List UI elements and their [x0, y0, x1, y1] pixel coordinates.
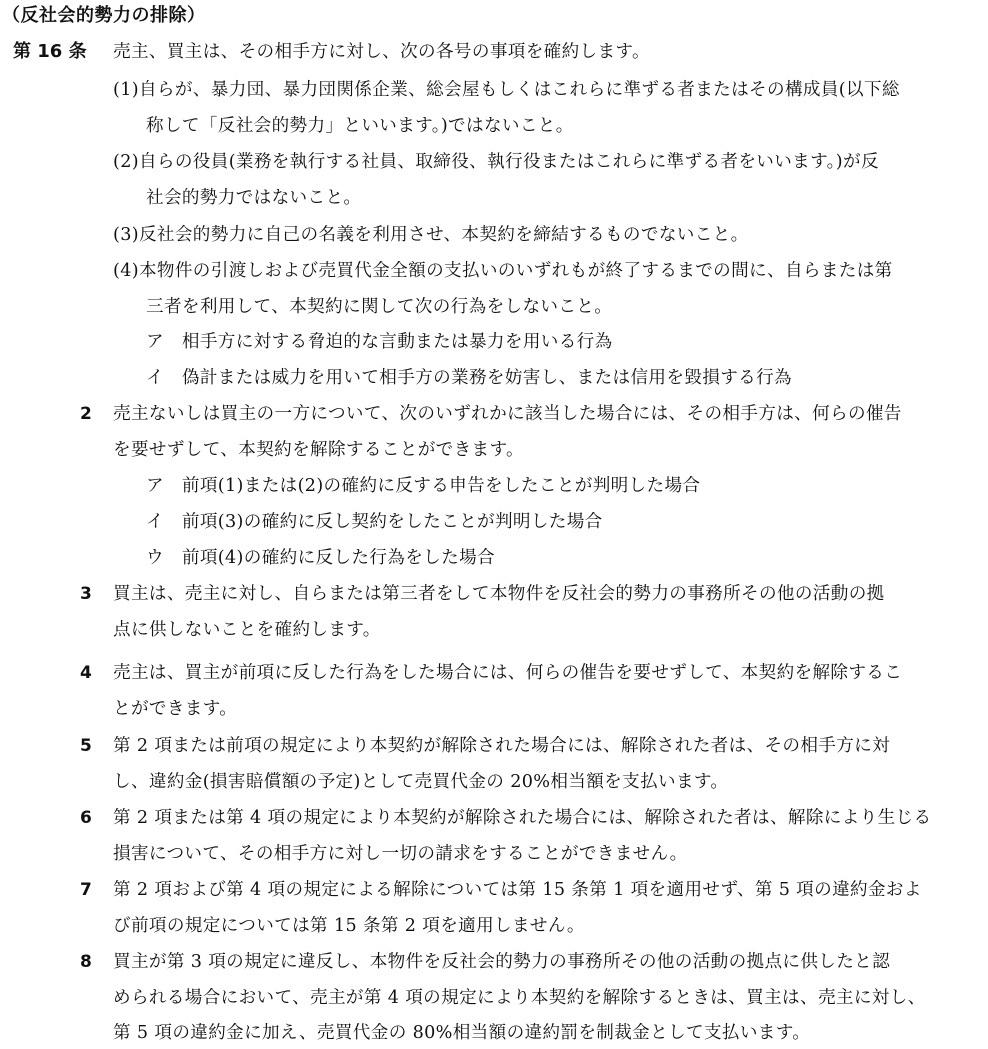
paragraph-7-line-2: び前項の規定については第 15 条第 2 項を適用しません。: [113, 916, 585, 936]
item-1-line-1: (1)自らが、暴力団、暴力団関係企業、総会屋もしくはこれらに準ずる者またはその構成員(以下総: [113, 80, 900, 100]
item-2-line-2: 社会的勢力ではないこと。: [146, 188, 362, 208]
item-4-line-2: 三者を利用して、本契約に関して次の行為をしないこと。: [146, 297, 613, 317]
item-3-line-1: (3)反社会的勢力に自己の名義を利用させ、本契約を締結するものでないこと。: [113, 225, 749, 245]
paragraph-3-line-1: 買主は、売主に対し、自らまたは第三者をして本物件を反社会的勢力の事務所その他の活動の拠: [113, 584, 885, 604]
paragraph-2-number: 2: [80, 404, 92, 424]
paragraph-2-line-1: 売主ないしは買主の一方について、次のいずれかに該当した場合には、その相手方は、何らの催告: [113, 404, 902, 424]
paragraph-2-sub-u: ウ 前項(4)の確約に反した行為をした場合: [146, 548, 495, 568]
item-4-sub-a: ア 相手方に対する脅迫的な言動または暴力を用いる行為: [146, 332, 613, 352]
paragraph-8-line-3: 第 5 項の違約金に加え、売買代金の 80%相当額の違約罰を制裁金として支払います。: [113, 1023, 811, 1043]
paragraph-4-number: 4: [80, 663, 92, 683]
paragraph-6-number: 6: [80, 808, 92, 828]
paragraph-6-line-2: 損害について、その相手方に対し一切の請求をすることができません。: [113, 844, 688, 864]
paragraph-6-line-1: 第 2 項または第 4 項の規定により本契約が解除された場合には、解除された者は、解除により生じる: [113, 808, 932, 828]
paragraph-5-line-1: 第 2 項または前項の規定により本契約が解除された場合には、解除された者は、その相手方に対: [113, 736, 891, 756]
paragraph-8-line-1: 買主が第 3 項の規定に違反し、本物件を反社会的勢力の事務所その他の活動の拠点に供したと認: [113, 952, 891, 972]
item-1-line-2: 称して「反社会的勢力」といいます。)ではないこと。: [146, 116, 574, 136]
paragraph-7-number: 7: [80, 880, 92, 900]
paragraph-5-number: 5: [80, 736, 92, 756]
paragraph-2-line-2: を要せずして、本契約を解除することができます。: [113, 440, 524, 460]
item-4-line-1: (4)本物件の引渡しおよび売買代金全額の支払いのいずれもが終了するまでの間に、自らまたは第: [113, 261, 893, 281]
paragraph-2-sub-a: ア 前項(1)または(2)の確約に反する申告をしたことが判明した場合: [146, 476, 701, 496]
section-title: （反社会的勢力の排除）: [2, 5, 206, 26]
paragraph-5-line-2: し、違約金(損害賠償額の予定)として売買代金の 20%相当額を支払います。: [113, 772, 729, 792]
article-intro: 売主、買主は、その相手方に対し、次の各号の事項を確約します。: [113, 42, 650, 62]
paragraph-2-sub-i: イ 前項(3)の確約に反し契約をしたことが判明した場合: [146, 512, 603, 532]
paragraph-3-number: 3: [80, 584, 92, 604]
item-4-sub-i: イ 偽計または威力を用いて相手方の業務を妨害し、または信用を毀損する行為: [146, 368, 792, 388]
paragraph-8-line-2: められる場合において、売主が第 4 項の規定により本契約を解除するときは、買主は、売主に対し、: [113, 988, 926, 1008]
paragraph-4-line-2: とができます。: [113, 699, 238, 719]
paragraph-3-line-2: 点に供しないことを確約します。: [113, 620, 381, 640]
article-label: 第 16 条: [13, 41, 87, 62]
paragraph-7-line-1: 第 2 項および第 4 項の規定による解除については第 15 条第 1 項を適用せず、第 5 項の違約金およ: [113, 880, 922, 900]
item-2-line-1: (2)自らの役員(業務を執行する社員、取締役、執行役またはこれらに準ずる者をいいます。)が反: [113, 152, 879, 172]
paragraph-8-number: 8: [80, 952, 92, 972]
paragraph-4-line-1: 売主は、買主が前項に反した行為をした場合には、何らの催告を要せずして、本契約を解除するこ: [113, 663, 903, 683]
